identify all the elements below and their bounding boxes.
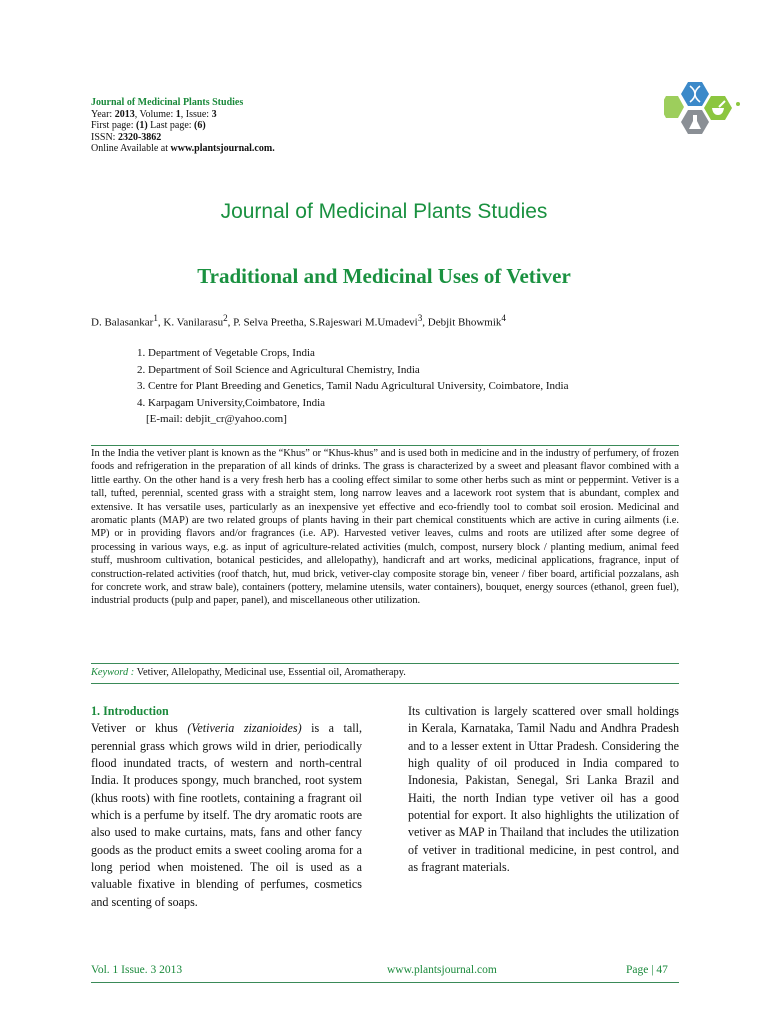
contact-email[interactable]: [E-mail: debjit_cr@yahoo.com] [146,413,287,425]
keywords: Vetiver, Allelopathy, Medicinal use, Essential oil, Aromatherapy. [136,667,406,678]
year-volume-issue: Year: 2013, Volume: 1, Issue: 3 [91,108,217,120]
species-name: (Vetiveria zizanioides) [187,721,302,736]
affiliation-item: 3. Centre for Plant Breeding and Genetics, Tamil Nadu Agricultural University, Coimbatore, India [137,380,569,392]
paper-title: Traditional and Medicinal Uses of Vetiver [197,264,571,288]
keyword-label: Keyword : [91,667,135,678]
affiliation-item: 1. Department of Vegetable Crops, India [137,347,315,359]
footer-website[interactable]: www.plantsjournal.com [387,964,497,976]
keywords-rule [91,683,679,684]
body-column-right [408,703,679,876]
author: D. Balasankar [91,316,154,329]
footer-page-number: Page | 47 [626,964,668,976]
author: K. Vanilarasu [163,316,224,329]
section-heading: 1. Introduction [91,704,169,718]
online-availability: Online Available at www.plantsjournal.com. [91,143,275,154]
author-list: D. Balasankar$^1$, K. Vanilarasu$^2$, P. Selva Preetha, S.Rajeswari M.Umadevi$^3$, Debjit Bhowmik$^4$ [91,313,506,329]
issn: ISSN: 2320-3862 [91,131,162,143]
abstract-bottom-rule [91,663,679,664]
intro-paragraph: Vetiver or khus (Vetiveria zizanioides) is a tall, perennial grass which grows wild in drier, periodically flood inundated tracts, of western and north-central India. It produces spongy, much branched, root system (khus roots) with fine rootlets, containing a fragrant oil which is a perfume by itself. The dry aromatic roots are also used to make curtains, mats, fans and other fancy goods as the product emits a sweet cooling aroma for a long period when moistened. The oil is used as a valuable fixative in blending of perfumes, cosmetics and scenting of soaps. [91,721,363,909]
footer-volume-issue: Vol. 1 Issue. 3 2013 [91,964,183,976]
journal-name-small: Journal of Medicinal Plants Studies [91,97,244,108]
website-link[interactable]: www.plantsjournal.com. [170,143,275,154]
body-column-left [91,703,362,911]
journal-title: Journal of Medicinal Plants Studies [220,200,548,223]
page-range: First page: (1) Last page: (6) [91,120,206,131]
affiliations [137,345,569,428]
author: Debjit Bhowmik [427,316,502,329]
abstract: In the India the vetiver plant is known as the “Khus” or “Khus-khus” and is used both in medicine and in the industry of perfumery, of frozen foods and refrigeration in the preparation of all kinds of drinks. The grass is characterized by a sweet and pleasant flavor combined with a little earthy. On the other hand is a very fresh herb has a cooling effect similar to some other herbs such as mint or peppermint. Vetiver is a tall, tufted, perennial, scented grass with a straight stem, long narrow leaves and a lacework root system that is abundant, complex and extensive. It has versatile uses, particularly as an inexpensive yet effective and eco-friendly tool to combat soil erosion. Medicinal and aromatic plants (MAP) are two related groups of plants having in their part chemical constituents which are active in curing ailments (i.e. MP) or in providing flavors and/or fragrances (i.e. AP). Harvested vetiver leaves, culms and roots are utilized after some degree of processing in various ways, e.g. as input of agriculture-related activities (mulch, compost, nursery block / planting medium, animal feed stuff, mushroom cultivation, botanical pesticides, and allelopathy), handicraft and art works, medicinal applications, fragrance, input of construction-related activities (roof thatch, hut, mud brick, vetiver-clay composite storage bin, veneer / fiber board, artificial pozzalans, ash for concrete work, and straw bale), containers (pottery, melamine utensils, water containers), bouquet, energy sources (ethanol, green fuel), industrial products (pulp and paper, panel), and miscellaneous other utilization. [91,448,679,607]
keywords-line [91,667,679,678]
author: P. Selva Preetha, S.Rajeswari M.Umadevi [233,316,418,329]
intro-paragraph-continued: Its cultivation is largely scattered over small holdings in Kerala, Karnataka, Tamil Nadu and Andhra Pradesh and to a lesser extent in Uttar Pradesh. Considering the high quality of oil produced in India compared to Indonesia, Pakistan, Senegal, Sri Lanka Brazil and Haiti, the north Indian type vetiver oil has a good potential for export. It also highlights the utilization of vetiver as MAP in Thailand that includes the utilization of vetiver in traditional medicine, in pest control, and as fragrant materials. [408,704,679,875]
journal-metadata [91,97,275,155]
journal-logo-icon [664,80,744,150]
hexagon-leaf-icon [664,96,684,118]
affiliation-item: 4. Karpagam University,Coimbatore, India [137,396,326,409]
abstract-top-rule [91,445,679,446]
footer-rule [91,982,679,983]
affiliation-item: 2. Department of Soil Science and Agricultural Chemistry, India [137,363,420,376]
